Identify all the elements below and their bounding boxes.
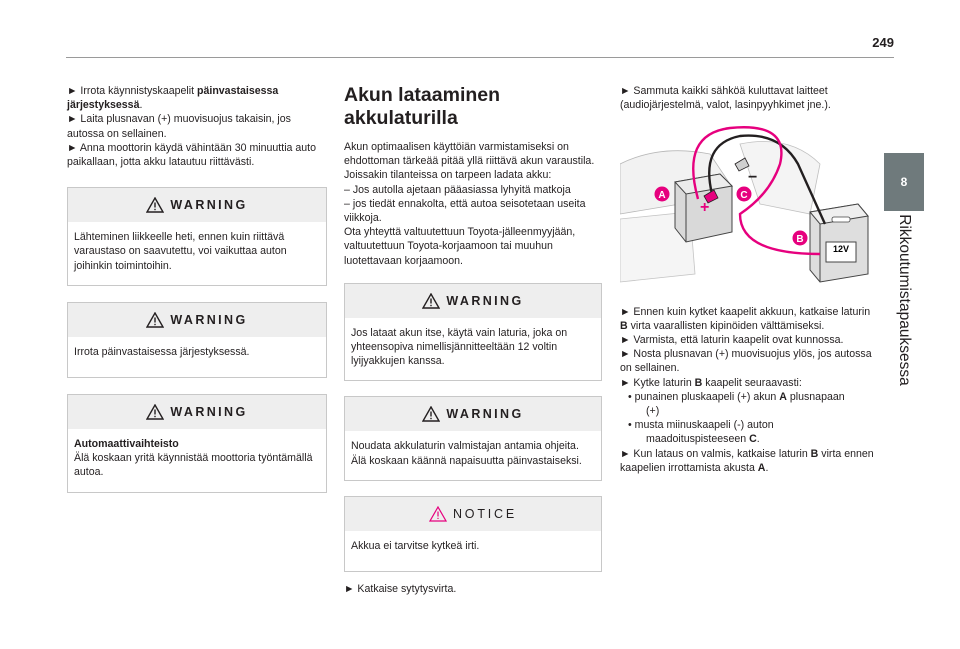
- bullet-red-text2: plusnapaan: [786, 390, 845, 403]
- step-ignition-off: ► Katkaise sytytysvirta.: [344, 583, 457, 596]
- warning-text: Lähteminen liikkeelle heti, ennen kuin riittävä varaustaso on saavutettu, voi vaikuttaa auton joihinkin toimintoihin.: [74, 231, 287, 272]
- step-run-engine: ► Anna moottorin käydä vähintään 30 minuuttia auto paikallaan, jotta akku latautuu riittävästi.: [67, 141, 317, 169]
- step-finish-period: .: [765, 461, 769, 474]
- step-disconnect-period: .: [139, 99, 143, 112]
- notice-box: [344, 496, 602, 572]
- bullet-black-text: • musta miinuskaapeli (-) auton: [628, 419, 774, 432]
- warning-box: [344, 396, 602, 480]
- step-charger-off-text2: virta vaarallisten kipinöiden välttämiseksi.: [627, 319, 825, 332]
- step-finish-text: ► Kun lataus on valmis, katkaise laturin: [620, 447, 811, 460]
- column-2: [344, 84, 602, 596]
- warning-text: Älä koskaan yritä käynnistää moottoria työntämällä autoa.: [74, 452, 313, 479]
- notice-title: NOTICE: [452, 506, 518, 521]
- warning-header: [345, 397, 601, 431]
- step-connect: [620, 376, 878, 390]
- section-title-line2: akkulaturilla: [344, 107, 458, 129]
- bullet-black-text2: maadoituspisteeseen: [646, 433, 750, 446]
- warning-body: [68, 429, 326, 492]
- warning-header: [68, 188, 326, 222]
- step-connect-text: ► Kytke laturin: [620, 376, 695, 389]
- contact-text: Ota yhteyttä valtuutettuun Toyota-jälleenmyyjään, valtuutettuun Toyota-korjaamoon tai muuhun luotettavaan korjaamoon.: [344, 226, 576, 267]
- charger-shape: [810, 204, 868, 282]
- warning-triangle-icon: [422, 293, 440, 309]
- bullet-red-text3: (+): [646, 405, 660, 418]
- warning-header: [345, 284, 601, 318]
- step-charger-off-text: ► Ennen kuin kytket kaapelit akkuun, katkaise laturin: [620, 305, 871, 318]
- warning-triangle-icon: [146, 404, 164, 420]
- warning-title: WARNING: [170, 312, 248, 327]
- chapter-tab: 8: [884, 153, 924, 211]
- step-check-cables: ► Varmista, että laturin kaapelit ovat kunnossa.: [620, 334, 844, 347]
- charger-voltage-label: 12V: [832, 244, 850, 255]
- warning-box: [67, 302, 327, 378]
- step-finish-text2: virta ennen kaapelien irrottamista akusta: [620, 447, 874, 474]
- bullet-black-cable: [620, 418, 878, 446]
- step-connect-ref: B: [694, 376, 703, 389]
- label-b: B: [796, 234, 804, 246]
- step-charger-off-ref: B: [620, 319, 628, 332]
- label-c: C: [740, 190, 748, 202]
- warning-box: [344, 283, 602, 382]
- warning-text-1: Noudata akkulaturin valmistajan antamia ohjeita.: [351, 440, 579, 453]
- warning-text: Jos lataat akun itse, käytä vain laturia, joka on yhteensopiva nimellisjännitteeltään 12 voltin lyijyakkujen kanssa.: [351, 326, 568, 368]
- warning-triangle-icon: [422, 406, 440, 422]
- chapter-title: [884, 215, 924, 385]
- plus-sign: +: [700, 199, 710, 217]
- dash-item-1: – Jos autolla ajetaan pääasiassa lyhyitä matkoja: [344, 183, 571, 196]
- warning-text: Irrota päinvastaisessa järjestyksessä.: [74, 345, 250, 358]
- warning-triangle-icon: [146, 197, 164, 213]
- warning-title: WARNING: [446, 293, 524, 308]
- bullet-red-text: • punainen pluskaapeli (+) akun: [628, 390, 780, 403]
- warning-body: [345, 431, 601, 479]
- step-finish: [620, 447, 878, 475]
- warning-subtitle: Automaattivaihteisto: [74, 438, 179, 451]
- step-finish-ref-b: B: [810, 447, 819, 460]
- column-1: [67, 84, 327, 493]
- bullet-black-ref: C: [749, 433, 757, 446]
- bullet-red-ref: A: [779, 390, 787, 403]
- warning-box: [67, 187, 327, 286]
- notice-header: [345, 497, 601, 531]
- dash-item-2: – jos tiedät ennakolta, että autoa seisotetaan useita viikkoja.: [344, 197, 586, 225]
- step-disconnect-bold2: järjestyksessä: [67, 99, 140, 112]
- notice-triangle-icon: [429, 506, 447, 522]
- step-disconnect-text: ► Irrota käynnistyskaapelit: [67, 85, 198, 97]
- step-disconnect: [67, 84, 327, 112]
- column-3: [620, 84, 878, 475]
- battery-charger-illustration: [620, 124, 876, 286]
- intro-text-2: Joissakin tilanteissa on tarpeen ladata akku:: [344, 169, 552, 182]
- warning-header: [68, 303, 326, 337]
- step-disconnect-bold: päinvastaisessa: [197, 85, 279, 97]
- label-a: A: [658, 190, 666, 202]
- warning-title: WARNING: [446, 407, 524, 422]
- header-rule: [66, 57, 894, 58]
- warning-box: [67, 394, 327, 493]
- bullet-red-cable: [620, 390, 878, 418]
- warning-text-2: Älä koskaan käännä napaisuutta päinvastaiseksi.: [351, 454, 582, 467]
- warning-header: [68, 395, 326, 429]
- bullet-black-period: .: [756, 433, 760, 446]
- minus-sign: −: [748, 169, 758, 187]
- page-number: 249: [872, 35, 894, 50]
- intro-text: Akun optimaalisen käyttöiän varmistamiseksi on ehdottoman tärkeää pitää yllä riittävä akun varaustila.: [344, 141, 595, 168]
- step-connect-text2: kaapelit seuraavasti:: [702, 376, 802, 389]
- step-lift-cover: ► Nosta plusnavan (+) muovisuojus ylös, jos autossa on sellainen.: [620, 348, 872, 375]
- step-finish-ref-a: A: [757, 461, 766, 474]
- section-title-line1: Akun lataaminen: [344, 84, 501, 106]
- step-charger-off: [620, 305, 878, 333]
- warning-triangle-icon: [146, 312, 164, 328]
- chapter-title-text: Rikkoutumistapauksessa: [896, 214, 914, 386]
- step-switch-off-consumers: ► Sammuta kaikki sähköä kuluttavat laitteet (audiojärjestelmä, valot, lasinpyyhkimet jne.).: [620, 85, 831, 112]
- warning-title: WARNING: [170, 404, 248, 419]
- notice-text: Akkua ei tarvitse kytkeä irti.: [351, 539, 480, 552]
- section-title: [344, 84, 602, 130]
- step-cover: ► Laita plusnavan (+) muovisuojus takaisin, jos autossa on sellainen.: [67, 113, 291, 140]
- warning-title: WARNING: [170, 198, 248, 213]
